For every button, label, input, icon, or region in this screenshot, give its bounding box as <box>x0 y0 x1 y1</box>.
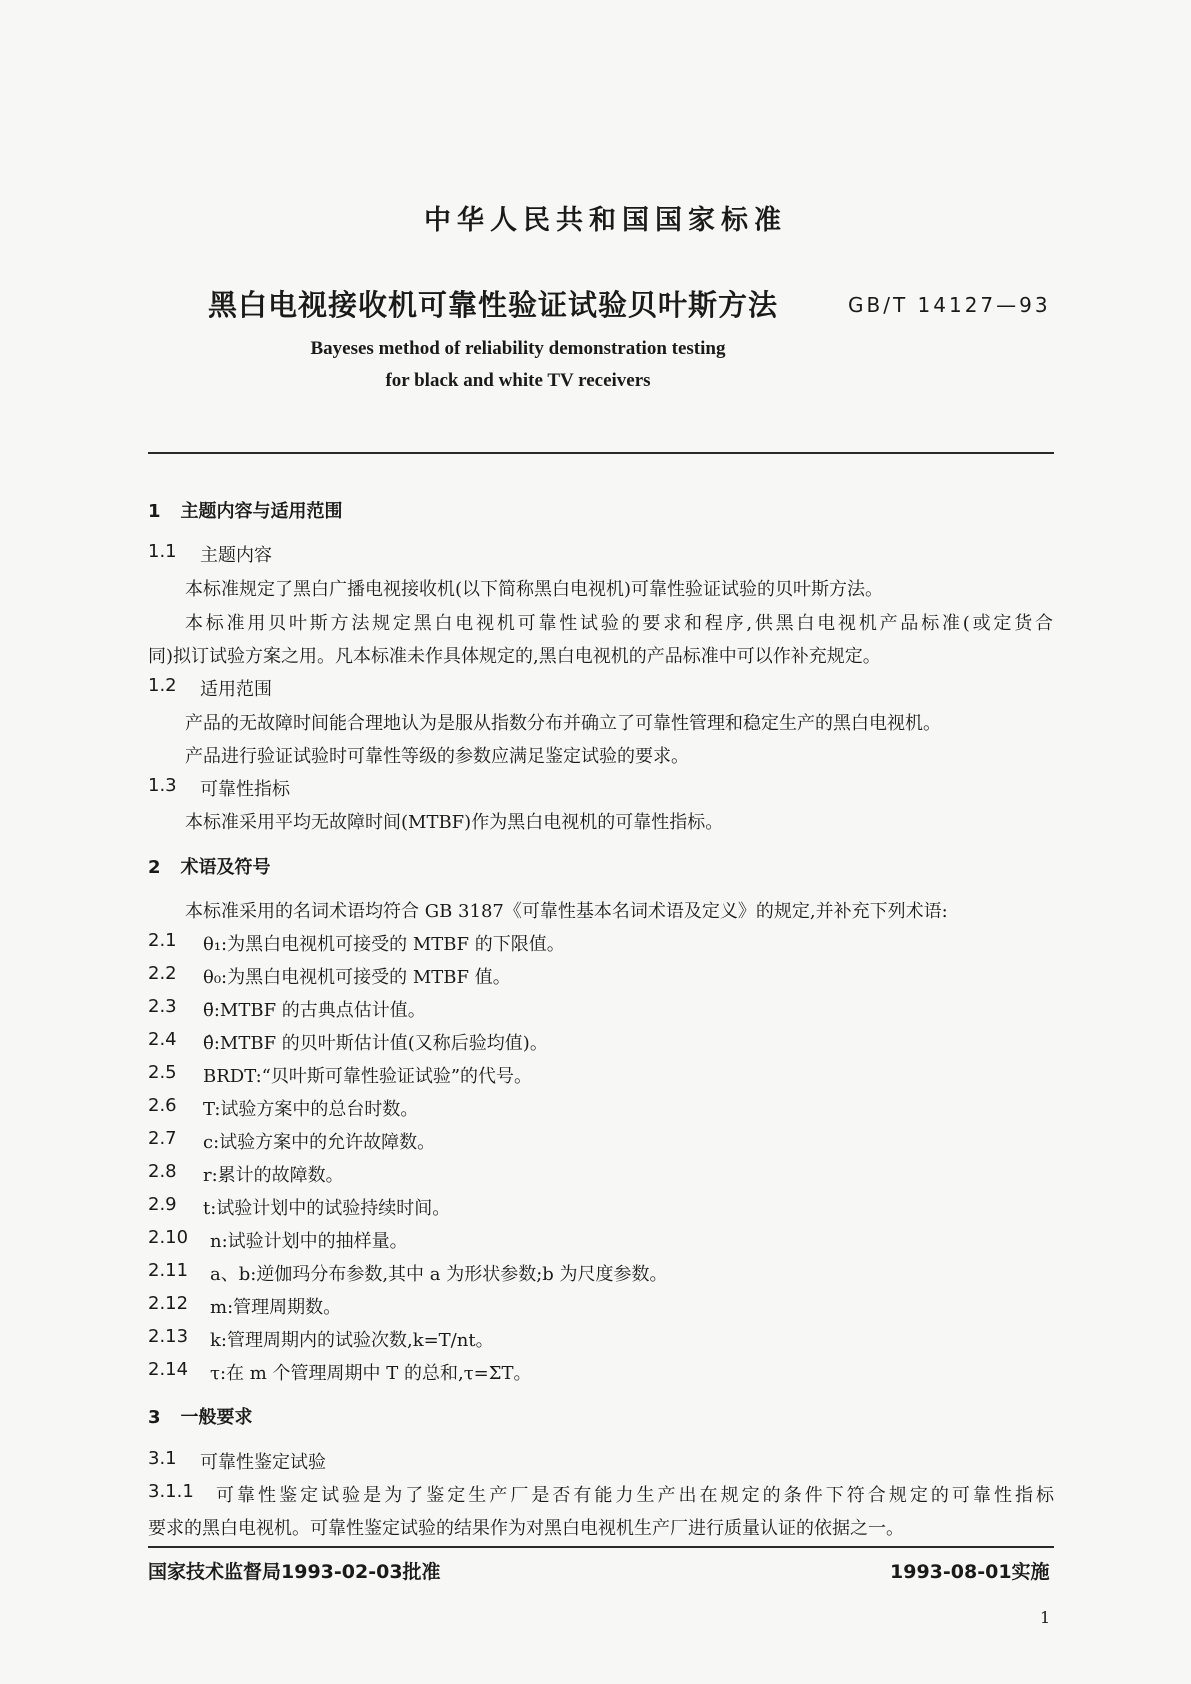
term-text: τ:在 m 个管理周期中 T 的总和,τ=ΣT。 <box>210 1363 532 1384</box>
s1-3-para1: 本标准采用平均无故障时间(MTBF)作为黑白电视机的可靠性指标。 <box>185 812 724 833</box>
term-number: 2.13 <box>148 1326 189 1347</box>
term-number: 2.14 <box>148 1359 189 1380</box>
term-text: k:管理周期内的试验次数,k=T/nt。 <box>210 1330 494 1351</box>
footer-divider <box>148 1546 1054 1548</box>
s2-intro: 本标准采用的名词术语均符合 GB 3187《可靠性基本名词术语及定义》的规定,并补充下列术语: <box>185 901 948 922</box>
term-text: θ₀:为黑白电视机可接受的 MTBF 值。 <box>203 967 511 988</box>
document-header: 中华人民共和国国家标准 <box>424 205 787 236</box>
term-number: 2.3 <box>148 996 177 1017</box>
section3-number: 3 <box>148 1407 161 1428</box>
term-text: θ̄:MTBF 的古典点估计值。 <box>203 1000 426 1021</box>
s3-1-1-line2: 要求的黑白电视机。可靠性鉴定试验的结果作为对黑白电视机生产厂进行质量认证的依据之一。 <box>148 1518 904 1539</box>
section2-heading <box>148 853 271 879</box>
section3-heading <box>148 1403 253 1429</box>
section1-number: 1 <box>148 501 161 522</box>
s1-2-number: 1.2 <box>148 675 177 696</box>
effective-date: 1993-08-01实施 <box>890 1561 1050 1583</box>
term-text: n:试验计划中的抽样量。 <box>210 1231 408 1252</box>
s1-3-title: 可靠性指标 <box>200 779 290 800</box>
term-number: 2.10 <box>148 1227 189 1248</box>
s1-1-para1: 本标准规定了黑白广播电视接收机(以下简称黑白电视机)可靠性验证试验的贝叶斯方法。 <box>185 579 884 600</box>
s1-2-title: 适用范围 <box>200 679 272 700</box>
term-text: t:试验计划中的试验持续时间。 <box>203 1198 451 1219</box>
section2-number: 2 <box>148 857 161 878</box>
term-number: 2.6 <box>148 1095 177 1116</box>
term-number: 2.4 <box>148 1029 177 1050</box>
term-number: 2.7 <box>148 1128 177 1149</box>
s1-2-para2: 产品进行验证试验时可靠性等级的参数应满足鉴定试验的要求。 <box>185 746 689 767</box>
header-divider <box>148 452 1054 454</box>
term-text: T:试验方案中的总台时数。 <box>203 1099 419 1120</box>
standard-code: GB/T 14127—93 <box>848 293 1051 317</box>
term-text: θ₁:为黑白电视机可接受的 MTBF 的下限值。 <box>203 934 565 955</box>
term-text: θ̂:MTBF 的贝叶斯估计值(又称后验均值)。 <box>203 1033 548 1054</box>
s3-1-1-number: 3.1.1 <box>148 1481 194 1502</box>
term-text: c:试验方案中的允许故障数。 <box>203 1132 436 1153</box>
term-text: a、b:逆伽玛分布参数,其中 a 为形状参数;b 为尺度参数。 <box>210 1264 668 1285</box>
document-title: 黑白电视接收机可靠性验证试验贝叶斯方法 <box>208 288 779 322</box>
approval-line: 国家技术监督局1993-02-03批准 <box>148 1561 441 1583</box>
s3-1-number: 3.1 <box>148 1448 177 1469</box>
s1-1-number: 1.1 <box>148 541 177 562</box>
term-number: 2.12 <box>148 1293 189 1314</box>
section1-heading <box>148 497 343 523</box>
english-title-line2: for black and white TV receivers <box>385 370 651 391</box>
section3-title: 一般要求 <box>180 1407 253 1428</box>
term-text: BRDT:“贝叶斯可靠性验证试验”的代号。 <box>203 1066 533 1087</box>
term-text: r:累计的故障数。 <box>203 1165 344 1186</box>
s1-1-para2-line2: 同)拟订试验方案之用。凡本标准未作具体规定的,黑白电视机的产品标准中可以作补充规定。 <box>148 646 881 667</box>
section1-title: 主题内容与适用范围 <box>180 501 343 522</box>
s1-1-para2-line1: 本标准用贝叶斯方法规定黑白电视机可靠性试验的要求和程序,供黑白电视机产品标准(或定货合 <box>185 613 1053 634</box>
s1-3-number: 1.3 <box>148 775 177 796</box>
term-number: 2.9 <box>148 1194 177 1215</box>
english-title-line1: Bayeses method of reliability demonstration testing <box>310 338 726 359</box>
term-number: 2.2 <box>148 963 177 984</box>
s1-1-title: 主题内容 <box>200 545 272 566</box>
term-number: 2.11 <box>148 1260 189 1281</box>
page-number: 1 <box>1040 1608 1051 1627</box>
term-number: 2.5 <box>148 1062 177 1083</box>
section2-title: 术语及符号 <box>180 857 271 878</box>
term-number: 2.8 <box>148 1161 177 1182</box>
s3-1-title: 可靠性鉴定试验 <box>200 1452 326 1473</box>
term-number: 2.1 <box>148 930 177 951</box>
s3-1-1-line1: 可靠性鉴定试验是为了鉴定生产厂是否有能力生产出在规定的条件下符合规定的可靠性指标 <box>216 1485 1054 1506</box>
s1-2-para1: 产品的无故障时间能合理地认为是服从指数分布并确立了可靠性管理和稳定生产的黑白电视机。 <box>185 713 941 734</box>
term-text: m:管理周期数。 <box>210 1297 342 1318</box>
